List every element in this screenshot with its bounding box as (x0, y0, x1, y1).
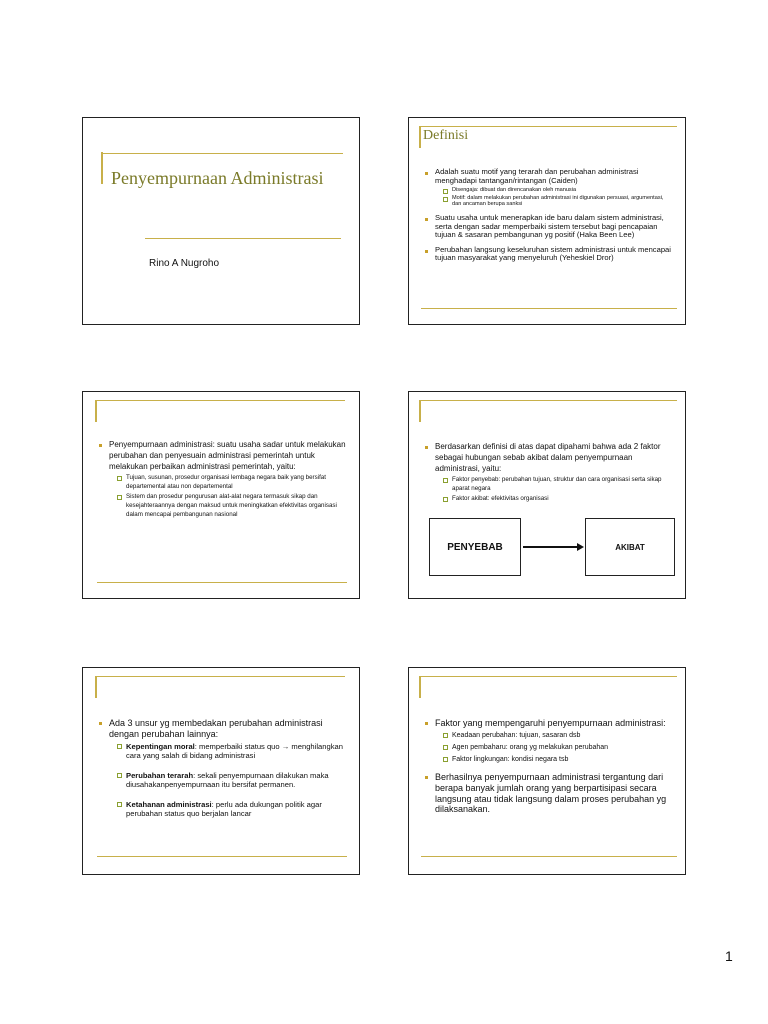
slide-6 (408, 667, 686, 875)
decor-bottom-line (421, 308, 677, 309)
sub-bullet-item (117, 771, 347, 790)
decor-vertical-line (101, 152, 103, 184)
slide-3 (82, 391, 360, 599)
sub-bullet-item: Faktor penyebab: perubahan tujuan, struktur dan cara organisasi serta sikap aparat negara (443, 476, 673, 494)
sub-bullet-item: Keadaan perubahan: tujuan, sasaran dsb (443, 731, 673, 740)
sub-bullet-item (117, 800, 347, 819)
decor-top-line (95, 400, 345, 401)
term-label: Ketahanan administrasi (126, 799, 212, 809)
bullet-text: Adalah suatu motif yang terarah dan perubahan administrasi menghadapi tantangan/rintangan (Caiden) (435, 167, 639, 185)
bullet-item (425, 246, 673, 263)
decor-top-line (101, 153, 343, 154)
sub-bullet-item: Disengaja: dibuat dan direncanakan oleh manusia (443, 187, 673, 194)
akibat-box: AKIBAT (585, 518, 675, 576)
causal-arrow (523, 546, 579, 548)
term-description: : perlu ada dukungan politik agar perubahan status quo berjalan lancar (126, 799, 322, 819)
term-label: Perubahan terarah (126, 770, 194, 780)
slide-content (425, 442, 673, 505)
decor-top-line (419, 126, 677, 127)
bullet-item (425, 772, 673, 815)
bullet-item (99, 718, 347, 819)
decor-vertical-line (95, 676, 97, 698)
arrow-head-icon (577, 543, 584, 551)
author-name: Rino A Nugroho (149, 258, 220, 269)
sub-bullet-item: Faktor lingkungan: kondisi negara tsb (443, 755, 673, 764)
sub-bullet-item: Motif: dalam melakukan perubahan administrasi ini digunakan persuasi, argumentasi, dan ancaman berupa sanksi (443, 195, 673, 208)
sub-bullet-item (117, 742, 347, 761)
slide-4 (408, 391, 686, 599)
slide-content (99, 718, 347, 829)
bullet-item (99, 440, 347, 520)
decor-top-line (419, 676, 677, 677)
slide-content (99, 440, 347, 521)
bullet-item (425, 214, 673, 240)
decor-bottom-line (97, 856, 347, 857)
slide-title: Penyempurnaan Administrasi (111, 168, 324, 188)
sub-bullet-item: Agen pembaharu: orang yg melakukan perubahan (443, 743, 673, 752)
decor-vertical-line (419, 676, 421, 698)
sub-bullet-item: Tujuan, susunan, prosedur organisasi lembaga negara baik yang bersifat departemental atau non departemental (117, 474, 347, 492)
decor-vertical-line (419, 126, 421, 148)
decor-divider-line (145, 238, 341, 239)
bullet-item (425, 718, 673, 764)
slide-5 (82, 667, 360, 875)
decor-bottom-line (97, 582, 347, 583)
term-description: : memperbaiki status quo → menghilangkan cara yang salah di bidang administrasi (126, 741, 343, 761)
bullet-text: Berdasarkan definisi di atas dapat dipahami bahwa ada 2 faktor sebagai hubungan sebab akibat dalam penyempurnaan administrasi, yaitu: (435, 442, 661, 473)
page-number: 1 (725, 948, 733, 964)
bullet-text: Suatu usaha untuk menerapkan ide baru dalam sistem administrasi, serta dengan sadar memperbaiki sistem tersebut bagi pencapaian tujuan & sasaran pembangunan yg positif (Haka Been Lee) (435, 213, 664, 240)
slide-heading: Definisi (423, 128, 469, 143)
bullet-text: Perubahan langsung keseluruhan sistem administrasi untuk mencapai tujuan masyarakat yang menyeluruh (Yeheskiel Dror) (435, 244, 671, 263)
slide-1 (82, 117, 360, 325)
bullet-text: Berhasilnya penyempurnaan administrasi tergantung dari berapa banyak jumlah orang yang berpartisipasi secara langsung atau tidak langsung dalam proses perubahan yg dilaksanakan. (435, 772, 667, 815)
sub-bullet-item: Faktor akibat: efektivitas organisasi (443, 495, 673, 504)
term-description: : sekali penyempurnaan dilakukan maka diusahakanpenyempurnaan itu bersifat permanen. (126, 770, 329, 790)
decor-top-line (419, 400, 677, 401)
penyebab-box: PENYEBAB (429, 518, 521, 576)
bullet-item (425, 168, 673, 208)
sub-bullet-item: Sistem dan prosedur pengurusan alat-alat negara termasuk sikap dan kesejahteraannya dengan maksud untuk meningkatkan efektivitas organisasi dalam mencapai pembangunan nasional (117, 493, 347, 520)
bullet-text: Penyempurnaan administrasi: suatu usaha sadar untuk melakukan perubahan dan penyesuain administrasi pemerintah untuk melakukan perbaikan administrasi pemerintah, yaitu: (109, 440, 346, 471)
bullet-item (425, 442, 673, 504)
decor-vertical-line (95, 400, 97, 422)
bullet-text: Faktor yang mempengaruhi penyempurnaan administrasi: (435, 718, 666, 728)
decor-vertical-line (419, 400, 421, 422)
slide-2 (408, 117, 686, 325)
decor-top-line (95, 676, 345, 677)
bullet-text: Ada 3 unsur yg membedakan perubahan administrasi dengan perubahan lainnya: (109, 718, 323, 739)
term-label: Kepentingan moral (126, 741, 195, 751)
slide-content (425, 168, 673, 269)
slide-content (425, 718, 673, 823)
decor-bottom-line (421, 856, 677, 857)
